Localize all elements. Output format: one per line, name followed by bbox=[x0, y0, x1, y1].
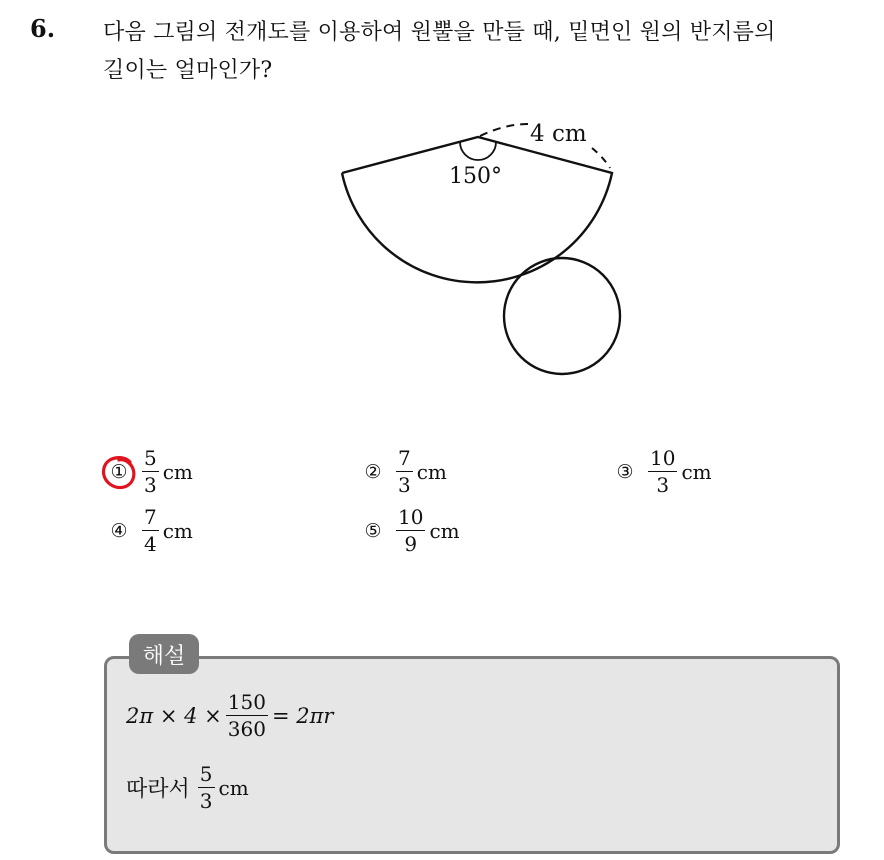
conclusion-unit: cm bbox=[218, 775, 249, 800]
radius-dimension-dash bbox=[480, 124, 528, 136]
choice-4[interactable] bbox=[108, 507, 193, 554]
question-text-line2: 길이는 얼마인가? bbox=[103, 58, 273, 83]
equation-left: 2π × 4 × bbox=[126, 703, 222, 728]
choice-5-mark: ⑤ bbox=[364, 519, 382, 542]
question-number: 6. bbox=[30, 14, 56, 43]
choice-2-mark: ② bbox=[364, 460, 382, 483]
angle-label: 150° bbox=[449, 164, 502, 189]
choice-1-mark: ① bbox=[108, 461, 130, 483]
choice-3[interactable] bbox=[614, 448, 712, 495]
choice-3-fraction: $\frac{10}{3}$ bbox=[650, 446, 676, 497]
choice-4-mark: ④ bbox=[110, 519, 128, 542]
choice-5[interactable] bbox=[362, 507, 460, 554]
solution-tab: 해설 bbox=[129, 634, 199, 674]
question-text-line1: 다음 그림의 전개도를 이용하여 원뿔을 만들 때, 밑면인 원의 반지름의 bbox=[103, 20, 776, 45]
choice-2-fraction: $\frac{7}{3}$ bbox=[398, 446, 411, 497]
choice-2-unit: cm bbox=[416, 459, 447, 484]
equation-right: = 2πr bbox=[271, 703, 334, 728]
choice-5-unit: cm bbox=[429, 518, 460, 543]
equation-fraction: $\frac{150}{360}$ bbox=[227, 690, 266, 741]
cone-net-svg bbox=[330, 110, 640, 385]
choice-4-fraction: $\frac{7}{4}$ bbox=[144, 505, 157, 556]
choice-4-unit: cm bbox=[162, 518, 193, 543]
question-text bbox=[103, 14, 873, 90]
conclusion-fraction: $\frac{5}{3}$ bbox=[199, 762, 213, 813]
radius-dimension-dash-right bbox=[592, 148, 610, 168]
solution-box bbox=[104, 656, 840, 854]
sector-shape bbox=[342, 137, 612, 282]
base-circle bbox=[504, 258, 620, 374]
choice-1[interactable] bbox=[108, 448, 193, 495]
angle-arc bbox=[460, 142, 496, 160]
choice-1-unit: cm bbox=[162, 459, 193, 484]
cone-net-figure bbox=[330, 110, 640, 385]
conclusion-prefix: 따라서 bbox=[126, 777, 190, 802]
radius-label: 4 cm bbox=[530, 121, 587, 147]
choice-3-unit: cm bbox=[681, 459, 712, 484]
solution-conclusion bbox=[126, 764, 249, 811]
choice-5-fraction: $\frac{10}{9}$ bbox=[398, 505, 424, 556]
solution-equation bbox=[126, 692, 333, 739]
choice-1-fraction: $\frac{5}{3}$ bbox=[144, 446, 157, 497]
choice-3-mark: ③ bbox=[616, 460, 634, 483]
choice-2[interactable] bbox=[362, 448, 447, 495]
